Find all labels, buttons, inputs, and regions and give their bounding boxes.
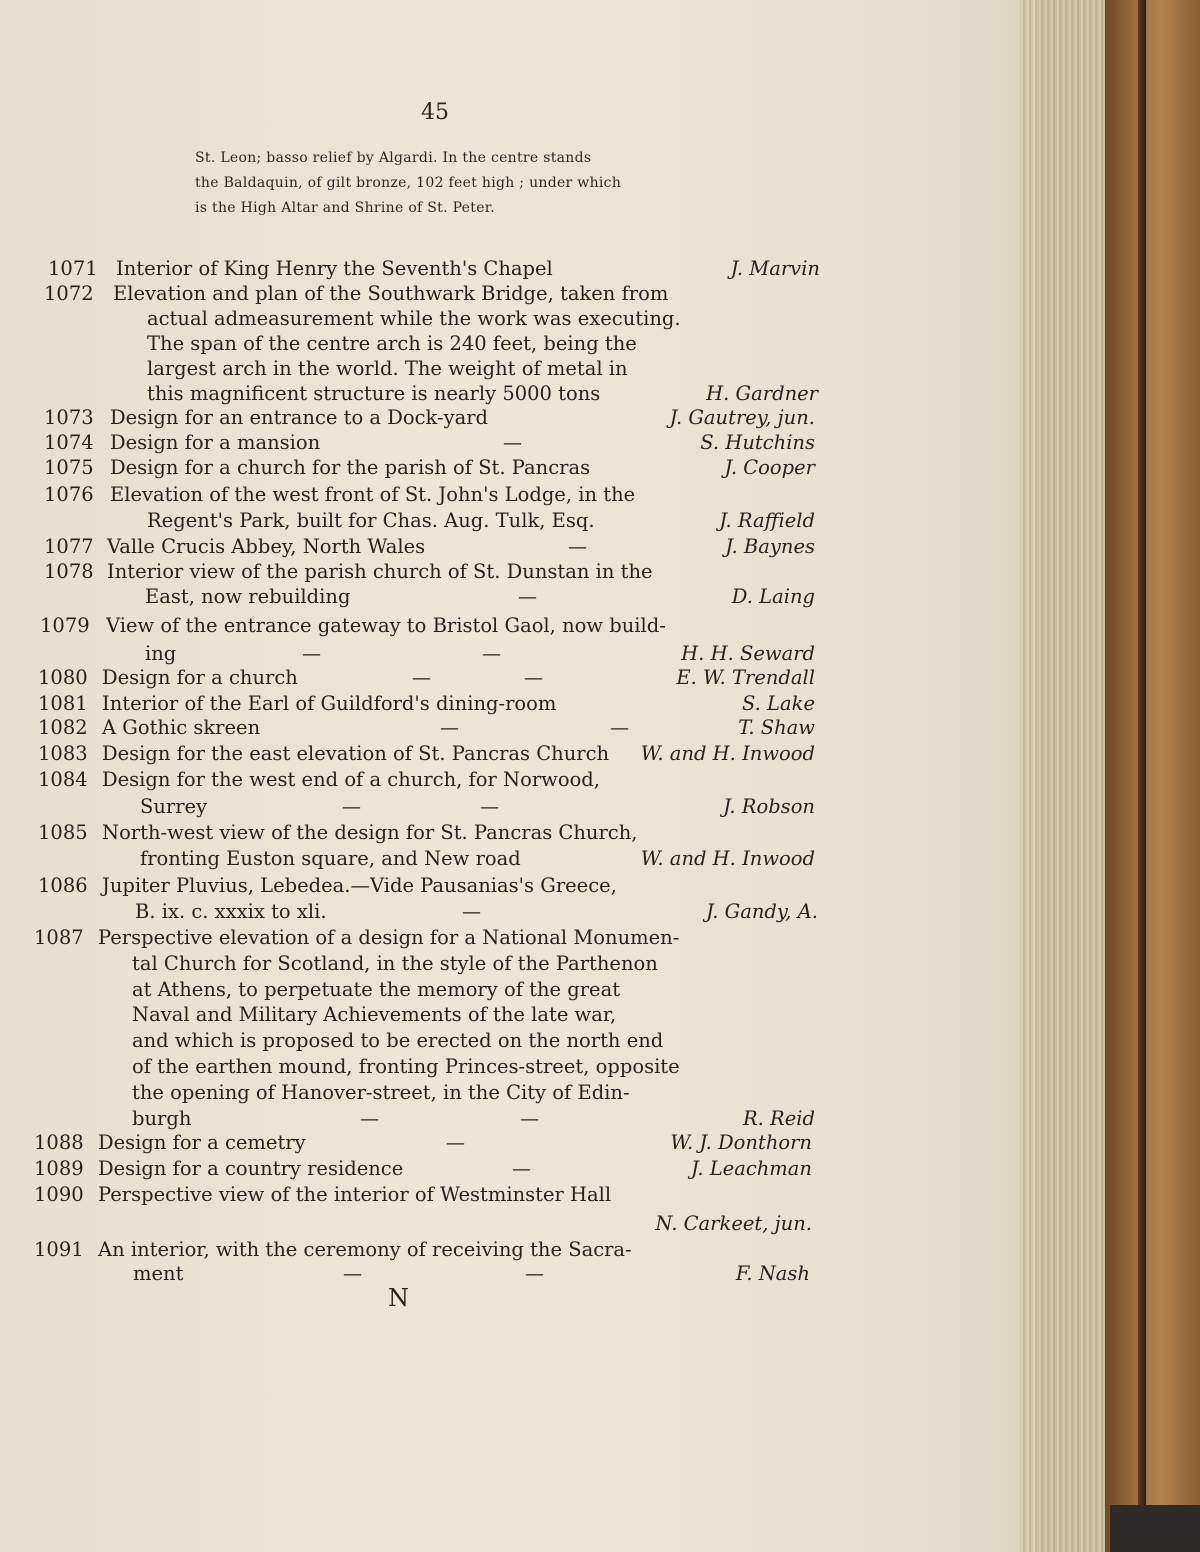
leader-dash: — (610, 717, 629, 739)
entry-title-line: Interior of the Earl of Guildford's dining-room (102, 692, 557, 715)
leader-dash: — (568, 536, 587, 558)
entry-number: 1083 (38, 742, 88, 765)
entry-title-line: Interior of King Henry the Seventh's Chapel (116, 257, 553, 280)
entry-title-line: largest arch in the world. The weight of metal in (147, 357, 628, 380)
signature-mark: N (388, 1284, 409, 1312)
background-surface (1110, 1505, 1200, 1552)
entry-title-line: the opening of Hanover-street, in the City of Edin- (132, 1081, 630, 1104)
leader-dash: — (446, 1132, 465, 1154)
entry-artist: J. Raffield (719, 509, 815, 532)
entry-artist: J. Baynes (725, 535, 815, 558)
entry-title-line: Design for a church for the parish of St. Pancras (110, 456, 591, 479)
leader-dash: — (360, 1108, 379, 1130)
entry-title-line: Perspective elevation of a design for a National Monumen- (98, 926, 680, 949)
entry-title-line: North-west view of the design for St. Pancras Church, (102, 821, 638, 844)
entry-title-line: at Athens, to perpetuate the memory of the great (132, 978, 621, 1001)
entry-number: 1086 (38, 874, 88, 897)
entry-title-line: of the earthen mound, fronting Princes-street, opposite (132, 1055, 680, 1078)
entry-number: 1073 (44, 406, 94, 429)
entry-artist: R. Reid (742, 1107, 815, 1130)
entry-title-line: Elevation and plan of the Southwark Bridge, taken from (113, 282, 669, 305)
entry-title-line: tal Church for Scotland, in the style of the Parthenon (132, 952, 658, 975)
entry-title-line: ing (145, 642, 177, 665)
leader-dash: — (512, 1158, 531, 1180)
entry-title-line: East, now rebuilding (145, 585, 351, 608)
entry-artist: W. J. Donthorn (670, 1131, 812, 1154)
intro-line: is the High Altar and Shrine of St. Peter. (195, 200, 495, 216)
entry-artist: D. Laing (731, 585, 815, 608)
entry-number: 1079 (40, 614, 90, 637)
entry-title-line: Valle Crucis Abbey, North Wales (107, 535, 426, 558)
entry-number: 1077 (44, 535, 94, 558)
entry-artist: W. and H. Inwood (640, 847, 815, 870)
entry-title-line: this magnificent structure is nearly 5000 tons (147, 382, 601, 405)
entry-title-line: Interior view of the parish church of St. Dunstan in the (107, 560, 653, 583)
leader-dash: — (462, 901, 481, 923)
entry-number: 1075 (44, 456, 94, 479)
entry-title-line: Design for the east elevation of St. Pancras Church (102, 742, 610, 765)
entry-title-line: and which is proposed to be erected on the north end (132, 1029, 664, 1052)
entry-title-line: burgh (132, 1107, 192, 1130)
entry-title-line: View of the entrance gateway to Bristol Gaol, now build- (106, 614, 666, 637)
leader-dash: — (503, 432, 522, 454)
entry-title-line: A Gothic skreen (102, 716, 261, 739)
leader-dash: — (480, 796, 499, 818)
leader-dash: — (302, 643, 321, 665)
entry-number: 1089 (34, 1157, 84, 1180)
entry-title-line: B. ix. c. xxxix to xli. (135, 900, 327, 923)
entry-artist: S. Lake (742, 692, 815, 715)
entry-number: 1074 (44, 431, 94, 454)
entry-title-line: The span of the centre arch is 240 feet, being the (147, 332, 637, 355)
entry-number: 1087 (34, 926, 84, 949)
entry-title-line: Design for a church (102, 666, 298, 689)
entry-title-line: ment (133, 1262, 184, 1285)
entry-title-line: Perspective view of the interior of Westminster Hall (98, 1183, 612, 1206)
entry-number: 1088 (34, 1131, 84, 1154)
entry-artist: J. Gautrey, jun. (669, 406, 815, 429)
entry-artist: S. Hutchins (700, 431, 815, 454)
entry-artist: W. and H. Inwood (640, 742, 815, 765)
entry-number: 1084 (38, 768, 88, 791)
intro-line: the Baldaquin, of gilt bronze, 102 feet high ; under which (195, 175, 622, 191)
entry-artist: T. Shaw (738, 716, 815, 739)
leader-dash: — (342, 796, 361, 818)
entry-number: 1078 (44, 560, 94, 583)
entry-title-line: Regent's Park, built for Chas. Aug. Tulk, Esq. (147, 509, 595, 532)
entry-number: 1090 (34, 1183, 84, 1206)
intro-paragraph (195, 146, 735, 221)
entry-artist: J. Cooper (724, 456, 815, 479)
entry-number: 1085 (38, 821, 88, 844)
leader-dash: — (343, 1263, 362, 1285)
entry-title-line: actual admeasurement while the work was executing. (147, 307, 681, 330)
entry-title-line: Surrey (140, 795, 208, 818)
entry-artist: J. Robson (723, 795, 815, 818)
entry-artist: H. Gardner (706, 382, 818, 405)
entry-number: 1076 (44, 483, 94, 506)
leader-dash: — (524, 667, 543, 689)
entry-number: 1082 (38, 716, 88, 739)
entry-number: 1080 (38, 666, 88, 689)
entry-title-line: Design for a mansion (110, 431, 321, 454)
leader-dash: — (525, 1263, 544, 1285)
entry-artist: J. Leachman (691, 1157, 812, 1180)
leader-dash: — (482, 643, 501, 665)
intro-line: St. Leon; basso relief by Algardi. In the centre stands (195, 150, 592, 166)
entry-title-line: Design for an entrance to a Dock-yard (110, 406, 489, 429)
entry-title-line: Naval and Military Achievements of the late war, (132, 1003, 617, 1026)
entry-artist: J. Gandy, A. (705, 900, 818, 923)
cover-edge (1138, 0, 1146, 1552)
page-number: 45 (421, 100, 449, 125)
entry-title-line: Jupiter Pluvius, Lebedea.—Vide Pausanias's Greece, (102, 874, 617, 897)
page-edges (1020, 0, 1110, 1552)
entry-title-line: Design for the west end of a church, for Norwood, (102, 768, 600, 791)
book-cover (1105, 0, 1200, 1552)
entry-title-line: Design for a country residence (98, 1157, 404, 1180)
entry-title-line: fronting Euston square, and New road (140, 847, 521, 870)
entry-number: 1081 (38, 692, 88, 715)
leader-dash: — (520, 1108, 539, 1130)
entry-artist: J. Marvin (730, 257, 820, 280)
entry-title-line: An interior, with the ceremony of receiving the Sacra- (98, 1238, 632, 1261)
leader-dash: — (440, 717, 459, 739)
entry-title-line: Elevation of the west front of St. John's Lodge, in the (110, 483, 636, 506)
leader-dash: — (412, 667, 431, 689)
entry-title-line: Design for a cemetry (98, 1131, 306, 1154)
entry-number: 1071 (48, 257, 98, 280)
entry-artist: F. Nash (735, 1262, 810, 1285)
entry-artist: E. W. Trendall (676, 666, 815, 689)
entry-artist: N. Carkeet, jun. (655, 1212, 812, 1235)
leader-dash: — (518, 586, 537, 608)
entry-number: 1072 (44, 282, 94, 305)
entry-number: 1091 (34, 1238, 84, 1261)
entry-artist: H. H. Seward (681, 642, 815, 665)
